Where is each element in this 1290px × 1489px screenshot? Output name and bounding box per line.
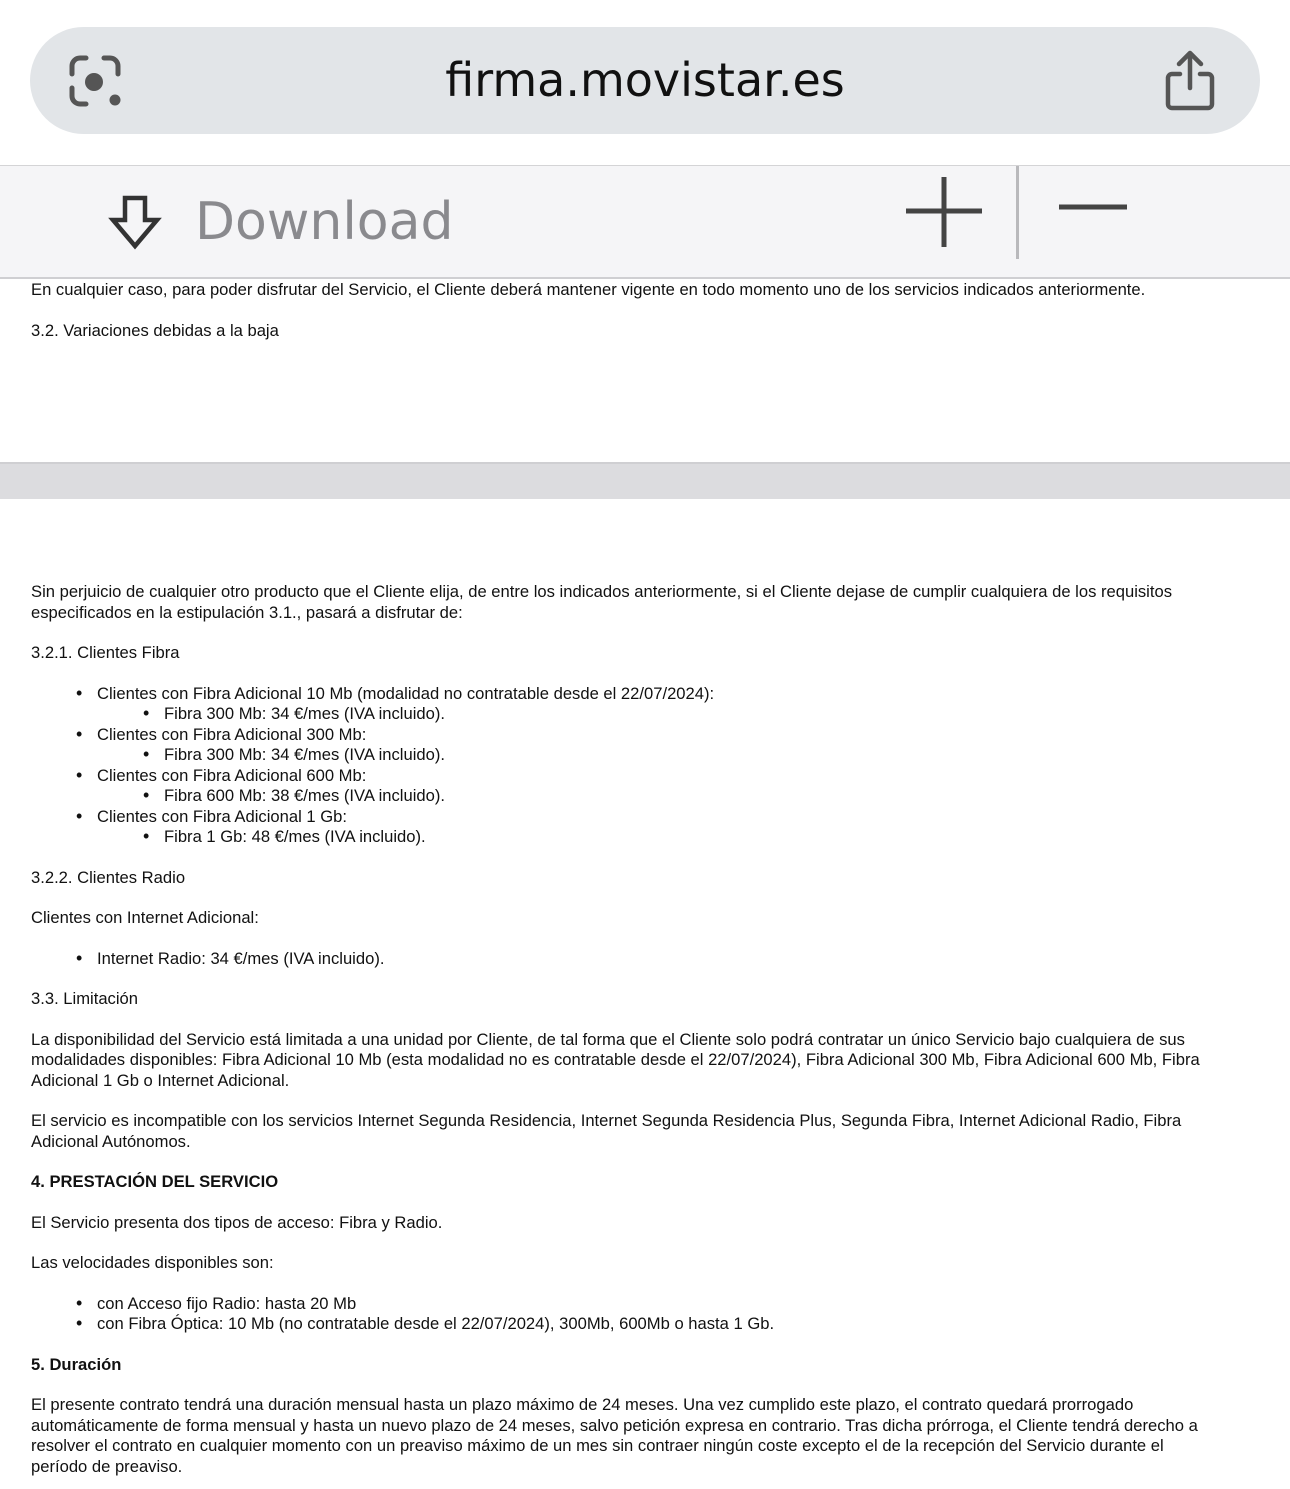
fibra-list — [31, 684, 1221, 848]
list-item: • Clientes con Fibra Adicional 600 Mb: • Fibra 600 Mb: 38 €/mes (IVA incluido). — [31, 766, 1221, 807]
page-separator — [0, 462, 1290, 499]
list-item: • Fibra 1 Gb: 48 €/mes (IVA incluido). — [97, 827, 1221, 848]
section-heading: 4. PRESTACIÓN DEL SERVICIO — [31, 1172, 279, 1191]
section-heading: 3.2.1. Clientes Fibra — [31, 643, 180, 662]
browser-chrome — [0, 0, 1290, 165]
download-label: Download — [195, 192, 454, 252]
share-icon[interactable] — [1162, 50, 1218, 112]
list-item: • Fibra 300 Mb: 34 €/mes (IVA incluido). — [97, 745, 1221, 766]
radio-list — [31, 949, 1221, 970]
section-heading: 3.2. Variaciones debidas a la baja — [31, 320, 279, 340]
list-item: • Fibra 600 Mb: 38 €/mes (IVA incluido). — [97, 786, 1221, 807]
section-heading: 5. Duración — [31, 1354, 122, 1374]
zoom-in-icon[interactable] — [900, 171, 988, 259]
paragraph: La disponibilidad del Servicio está limitada a una unidad por Cliente, de tal forma que el Cliente solo podrá contratar un único Servicio bajo cualquiera de sus modalidades disponibles: Fibra Adicional 10 Mb (esta modalidad no es contratable desde el 22/07/2024), Fibra Adicional 300 Mb, Fibra Adicional 600 Mb, Fibra Adicional 1 Gb o Internet Adicional. — [31, 1029, 1200, 1090]
section-heading: 3.2.2. Clientes Radio — [31, 867, 186, 887]
zoom-divider — [1016, 166, 1019, 259]
list-item: • Clientes con Fibra Adicional 10 Mb (modalidad no contratable desde el 22/07/2024): • Fibra 300 Mb: 34 €/mes (IVA incluido). — [31, 684, 1221, 725]
section-heading: 3.3. Limitación — [31, 989, 138, 1008]
zoom-out-icon[interactable] — [1055, 171, 1133, 259]
list-item: • Clientes con Fibra Adicional 300 Mb: • Fibra 300 Mb: 34 €/mes (IVA incluido). — [31, 725, 1221, 766]
download-arrow-icon — [105, 192, 165, 252]
paragraph: El Servicio presenta dos tipos de acceso: Fibra y Radio. — [31, 1212, 443, 1232]
list-item: • con Fibra Óptica: 10 Mb (no contratable desde el 22/07/2024), 300Mb, 600Mb o hasta 1 Gb. — [31, 1314, 1221, 1335]
paragraph: El servicio es incompatible con los servicios Internet Segunda Residencia, Internet Segunda Residencia Plus, Segunda Fibra, Internet Adicional Radio, Fibra Adicional Autónomos. — [31, 1111, 1182, 1151]
paragraph: Sin perjuicio de cualquier otro producto que el Cliente elija, de entre los indicados anteriormente, si el Cliente dejase de cumplir cualquiera de los requisitos especificados en la estipulación 3.1., pasará a disfrutar de: — [31, 582, 1173, 622]
paragraph: El presente contrato tendrá una duración mensual hasta un plazo máximo de 24 meses. Una vez cumplido este plazo, el contrato quedará prorrogado automáticamente de forma mensual y hasta un nuevo plazo de 24 meses, salvo petición expresa en contrario. Tras dicha prórroga, el Cliente tendrá derecho a resolver el contrato en cualquier momento con un preaviso máximo de un mes sin contraer ningún coste excepto el de la recepción del Servicio durante el período de preaviso. — [31, 1395, 1198, 1476]
velocidades-list — [31, 1294, 1221, 1335]
paragraph: En cualquier caso, para poder disfrutar del Servicio, el Cliente deberá mantener vigente en todo momento uno de los servicios indicados anteriormente. — [31, 280, 1146, 299]
paragraph: Las velocidades disponibles son: — [31, 1253, 274, 1272]
list-item: • Internet Radio: 34 €/mes (IVA incluido). — [31, 949, 1221, 970]
page-1-content — [31, 280, 1221, 341]
list-item: • Clientes con Fibra Adicional 1 Gb: • Fibra 1 Gb: 48 €/mes (IVA incluido). — [31, 807, 1221, 848]
pdf-toolbar — [0, 165, 1290, 279]
list-item: • con Acceso fijo Radio: hasta 20 Mb — [31, 1294, 1221, 1315]
download-button[interactable] — [105, 166, 453, 278]
url-text[interactable]: firma.movistar.es — [445, 53, 845, 107]
paragraph: Clientes con Internet Adicional: — [31, 908, 259, 927]
page-2-content — [31, 582, 1221, 1477]
list-item: • Fibra 300 Mb: 34 €/mes (IVA incluido). — [97, 704, 1221, 725]
